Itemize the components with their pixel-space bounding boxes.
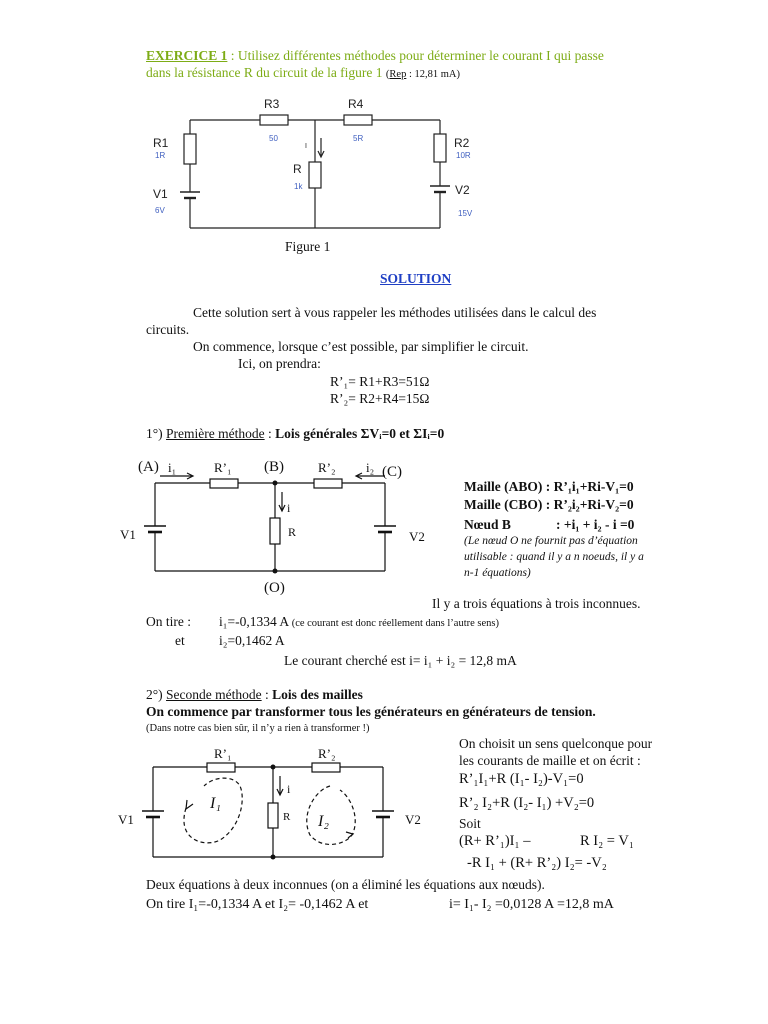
intro-line-1: Cette solution sert à vous rappeler les méthodes utilisées dans le calcul des [193, 305, 597, 320]
r3-value: 50 [269, 134, 278, 143]
r3-label: R3 [264, 97, 280, 111]
i-label: i [287, 501, 291, 515]
rep-value: : 12,81 mA) [406, 69, 461, 80]
r1p-label: R’₁ [214, 460, 232, 475]
method-2-text-2: les courants de maille et on écrit : [459, 753, 641, 768]
r4-value: 5R [353, 134, 364, 143]
equation-r2p: R’₂= R2+R4=15Ω [330, 391, 430, 406]
method-2-text-1: On choisit un sens quelconque pour [459, 736, 653, 751]
system-eq-1b: R I₂ = V₁ [580, 833, 634, 849]
method-2-subtitle: On commence par transformer tous les générateurs en générateurs de tension. [146, 704, 596, 719]
i-label-m2: i [287, 782, 291, 796]
node-a-label: (A) [138, 459, 159, 475]
r-value: 1k [294, 182, 303, 191]
v2-label-m1: V2 [409, 529, 425, 544]
i1-label: i₁ [168, 460, 177, 475]
method-2-final-a: On tire I₁=-0,1334 A et I₂= -0,1462 A et [146, 897, 369, 912]
noeud-b-eq: : +i₁ + i₂ - i =0 [556, 517, 635, 532]
note-line-1: (Le nœud O ne fournit pas d’équation [464, 535, 638, 547]
v2-label-m2: V2 [405, 812, 421, 827]
three-equations: Il y a trois équations à trois inconnues. [432, 596, 641, 611]
equation-r1p: R’₁= R1+R3=51Ω [330, 374, 430, 389]
r2-value: 10R [456, 151, 471, 160]
method-2-number: 2°) [146, 687, 167, 702]
system-eq-1a: (R+ R’₁)I₁ – [459, 833, 531, 849]
method-2-laws: Lois des mailles [272, 687, 363, 702]
maille-abo-label: Maille (ABO) [464, 479, 543, 494]
note-line-2: utilisable : quand il y a n noeuds, il y a [464, 551, 644, 563]
et-label: et [175, 633, 185, 648]
r2p-resistor-m2 [312, 763, 340, 772]
r4-label: R4 [348, 97, 364, 111]
on-tire-label: On tire : [146, 614, 191, 629]
v2-value: 15V [458, 209, 473, 218]
node-b-label: (B) [264, 459, 284, 475]
i2-result: i₂=0,1462 A [219, 633, 285, 648]
v1-value: 6V [155, 206, 165, 215]
mesh-eq-b: R’₂ I₂+R (I₂- I₁) +V₂=0 [459, 795, 595, 811]
method-2-note: (Dans notre cas bien sûr, il n’y a rien à transformer !) [146, 723, 370, 734]
r1-value: 1R [155, 151, 166, 160]
method-1-name: Première méthode [166, 426, 265, 441]
solution-title: SOLUTION [380, 271, 452, 286]
rep-label: Rep [389, 69, 407, 80]
r2-label: R2 [454, 136, 470, 150]
method-1-number: 1°) [146, 426, 167, 441]
r1-label: R1 [153, 136, 169, 150]
method-1-sep: : [264, 426, 276, 441]
figure-caption: Figure 1 [285, 239, 331, 254]
mesh-eq-a: R’₁I₁+R (I₁- I₂)-V₁=0 [459, 771, 584, 787]
current-i-label: I [305, 143, 307, 150]
r-label-m1: R [288, 525, 297, 539]
soit-label: Soit [459, 816, 481, 831]
mesh-i1-label: I₁ [210, 795, 221, 812]
v1-label-m1: V1 [120, 527, 136, 542]
r1p-resistor-m2 [207, 763, 235, 772]
r1p-label-m2: R’₁ [214, 746, 232, 761]
r-resistor-m2 [268, 803, 278, 828]
method-2-name: Seconde méthode [166, 687, 262, 702]
maille-cbo-eq: : R’₂i₂+Ri-V₂=0 [542, 497, 634, 512]
maille-abo-eq: : R’₁i₁+Ri-V₁=0 [542, 479, 634, 494]
method-1-final: Le courant cherché est i= i₁ + i₂ = 12,8 mA [284, 653, 517, 668]
system-eq-2: -R I₁ + (R+ R’₂) I₂= -V₂ [467, 855, 607, 871]
two-equations: Deux équations à deux inconnues (on a éliminé les équations aux nœuds). [146, 877, 545, 892]
node-o-label: (O) [264, 580, 285, 596]
intro-line-4: Ici, on prendra: [238, 356, 321, 371]
note-line-3: n-1 équations) [464, 567, 531, 579]
v2-label: V2 [455, 183, 470, 197]
exercise-statement-2: dans la résistance R du circuit de la figure 1 [146, 65, 383, 80]
noeud-b-label: Nœud B [464, 517, 511, 532]
exercise-label: EXERCICE 1 [146, 48, 228, 63]
r2p-label: R’₂ [318, 460, 336, 475]
r-label-m2: R [283, 811, 291, 823]
intro-line-3: On commence, lorsque c’est possible, par simplifier le circuit. [193, 339, 529, 354]
i1-note: (ce courant est donc réellement dans l’autre sens) [289, 618, 499, 629]
method-2-final-b: i= I₁- I₂ =0,0128 A =12,8 mA [449, 897, 614, 912]
mesh-i2-label: I₂ [318, 813, 329, 830]
intro-line-2: circuits. [146, 322, 190, 337]
method-1-laws: Lois générales ΣVᵢ=0 et ΣIᵢ=0 [275, 426, 445, 441]
node-c-label: (C) [382, 464, 402, 480]
r-label: R [293, 162, 302, 176]
i1-result: i₁=-0,1334 A [219, 614, 290, 629]
i2-label: i₂ [366, 460, 375, 475]
maille-cbo-label: Maille (CBO) [464, 497, 543, 512]
method-2-sep: : [261, 687, 273, 702]
v1-label: V1 [153, 187, 168, 201]
exercise-statement-1: : Utilisez différentes méthodes pour déterminer le courant I qui passe [227, 48, 604, 63]
v1-label-m2: V1 [118, 812, 134, 827]
exercise-line-2: dans la résistance R du circuit de la figure 1 (Rep : 12,81 mA) [146, 65, 461, 80]
r2p-label-m2: R’₂ [318, 746, 336, 761]
